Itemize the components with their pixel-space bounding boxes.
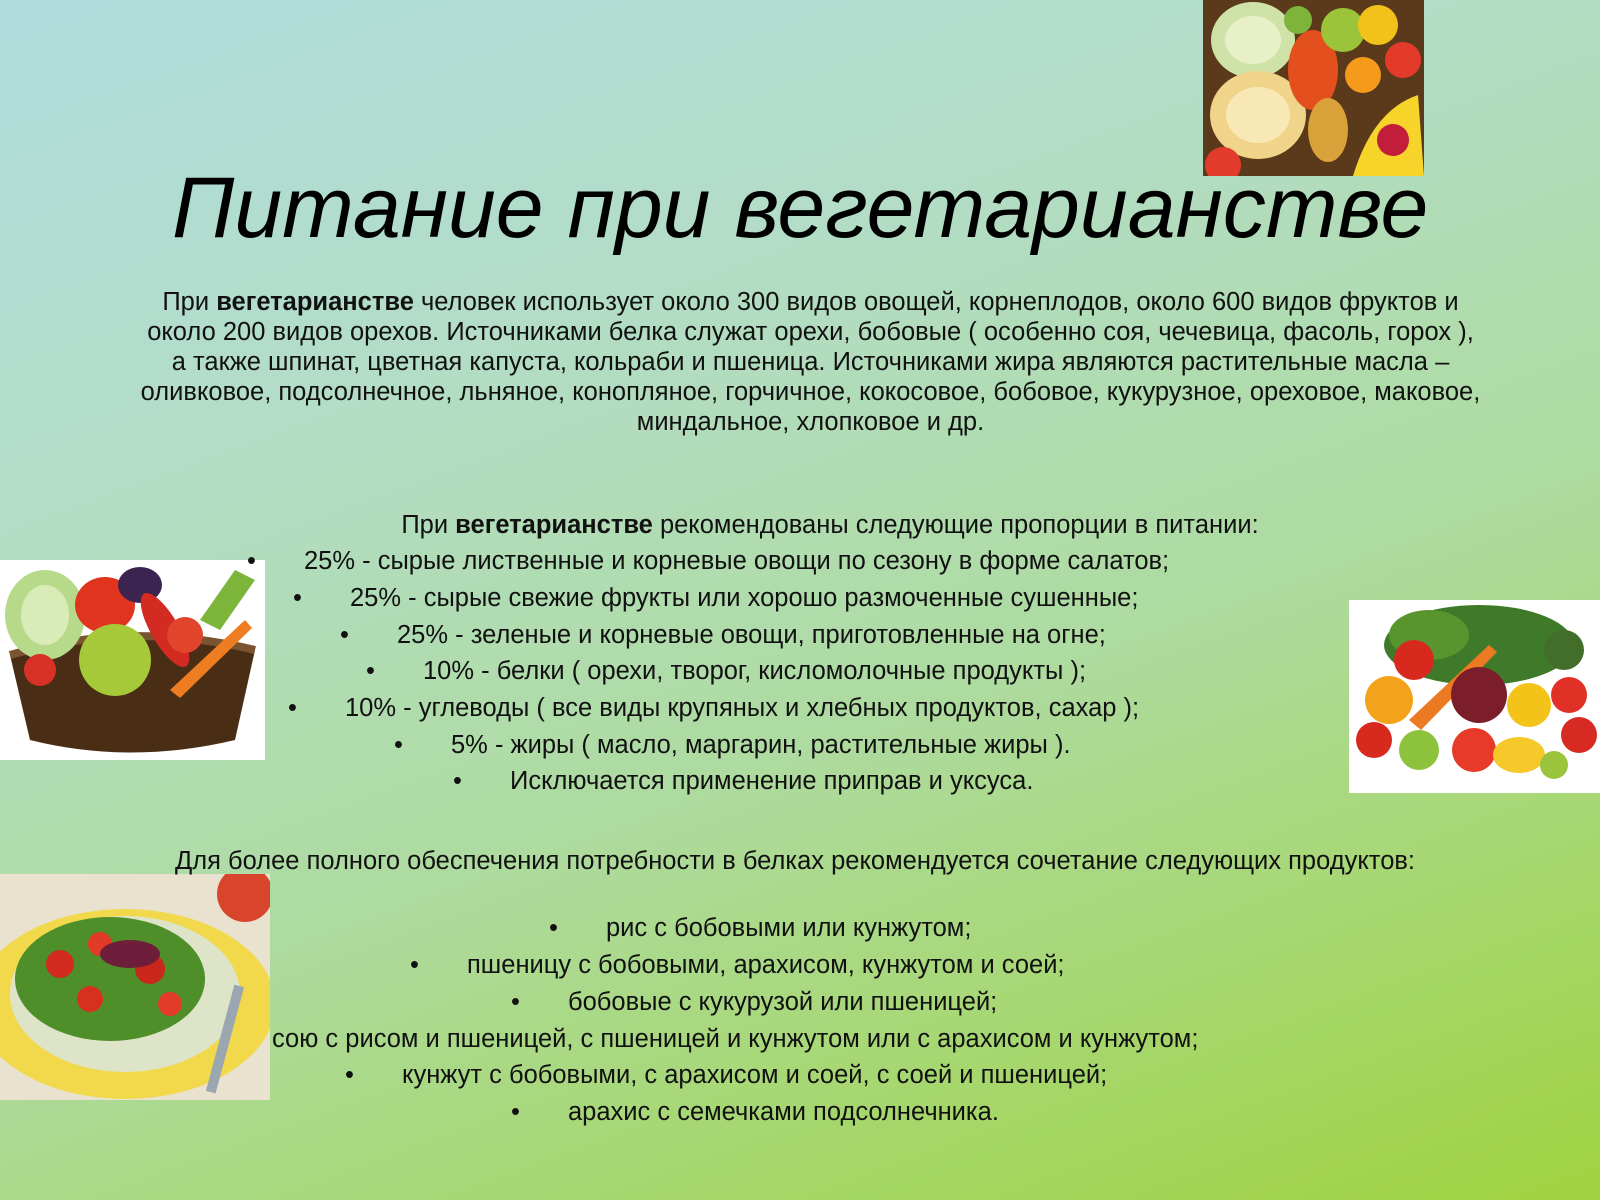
intro-paragraph: [138, 287, 1483, 437]
proportion-item: [340, 620, 1106, 650]
protein-item-text: рис с бобовыми или кунжутом;: [606, 914, 972, 942]
proportion-item-text: 25% - сырые лиственные и корневые овощи по сезону в форме салатов;: [304, 547, 1170, 575]
proportion-item-text: Исключается применение приправ и уксуса.: [510, 767, 1034, 795]
proportion-item: [247, 546, 1169, 576]
bullet-dot: •: [340, 621, 349, 649]
proportions-text: рекомендованы следующие пропорции в питании:: [652, 511, 1259, 539]
protein-item: [511, 987, 997, 1017]
intro-bold-term: вегетарианстве: [216, 288, 414, 316]
bullet-dot: •: [410, 951, 419, 979]
proportion-item-text: 25% - сырые свежие фрукты или хорошо размоченные сушенные;: [350, 584, 1139, 612]
fruit-assortment-photo: [1203, 0, 1424, 176]
intro-pre: При: [162, 288, 217, 316]
protein-item: [549, 913, 971, 943]
proportion-item: [366, 656, 1086, 686]
proportions-bold-term: вегетарианстве: [455, 511, 653, 539]
proportions-heading: [120, 510, 1540, 540]
proportion-item-text: 10% - углеводы ( все виды крупяных и хлебных продуктов, сахар );: [345, 694, 1140, 722]
bullet-dot: •: [293, 584, 302, 612]
proportion-item: [453, 766, 1033, 796]
intro-text: человек использует около 300 видов овощей, корнеплодов, около 600 видов фруктов и около 200 видов орехов. Источниками белка служат орехи, бобовые ( особенно соя, чечевица, фасоль, горох ), а также шпинат, цветная капуста, кольраби и пшеница. Источниками жира являются растительные масла – оливковое, подсолнечное, льняное, конопляное, горчичное, кокосовое, бобовое, кукурузное, ореховое, маковое, миндальное, хлопковое и др.: [140, 288, 1481, 436]
bullet-dot: •: [247, 547, 256, 575]
protein-item-text: кунжут с бобовыми, с арахисом и соей, с соей и пшеницей;: [402, 1061, 1108, 1089]
protein-item: [272, 1024, 1198, 1054]
vegetables-fruits-photo: [1349, 600, 1600, 793]
bullet-dot: •: [288, 694, 297, 722]
proportion-item: [288, 693, 1139, 723]
protein-item: [511, 1097, 999, 1127]
bullet-dot: •: [511, 988, 520, 1016]
bullet-dot: •: [549, 914, 558, 942]
protein-item-text: арахис с семечками подсолнечника.: [568, 1098, 999, 1126]
bullet-dot: •: [511, 1098, 520, 1126]
proportions-pre: При: [401, 511, 456, 539]
protein-item-text: пшеницу с бобовыми, арахисом, кунжутом и соей;: [467, 951, 1065, 979]
protein-heading: Для более полного обеспечения потребности в белках рекомендуется сочетание следующих продуктов:: [174, 847, 1416, 875]
proportion-item: [394, 730, 1071, 760]
salad-plate-photo: [0, 874, 270, 1100]
proportion-item-text: 10% - белки ( орехи, творог, кисломолочные продукты );: [423, 657, 1087, 685]
bullet-dot: •: [345, 1061, 354, 1089]
protein-item-text: бобовые с кукурузой или пшеницей;: [568, 988, 998, 1016]
proportion-item: [293, 583, 1138, 613]
bullet-dot: •: [453, 767, 462, 795]
vegetable-basket-photo: [0, 560, 265, 760]
protein-item-text: сою с рисом и пшеницей, с пшеницей и кунжутом или с арахисом и кунжутом;: [272, 1025, 1199, 1053]
proportion-item-text: 5% - жиры ( масло, маргарин, растительные жиры ).: [451, 731, 1071, 759]
protein-item: [345, 1060, 1107, 1090]
bullet-dot: •: [394, 731, 403, 759]
proportion-item-text: 25% - зеленые и корневые овощи, приготовленные на огне;: [397, 621, 1106, 649]
bullet-dot: •: [366, 657, 375, 685]
protein-item: [410, 950, 1065, 980]
slide-title: Питание при вегетарианстве: [172, 160, 1429, 256]
